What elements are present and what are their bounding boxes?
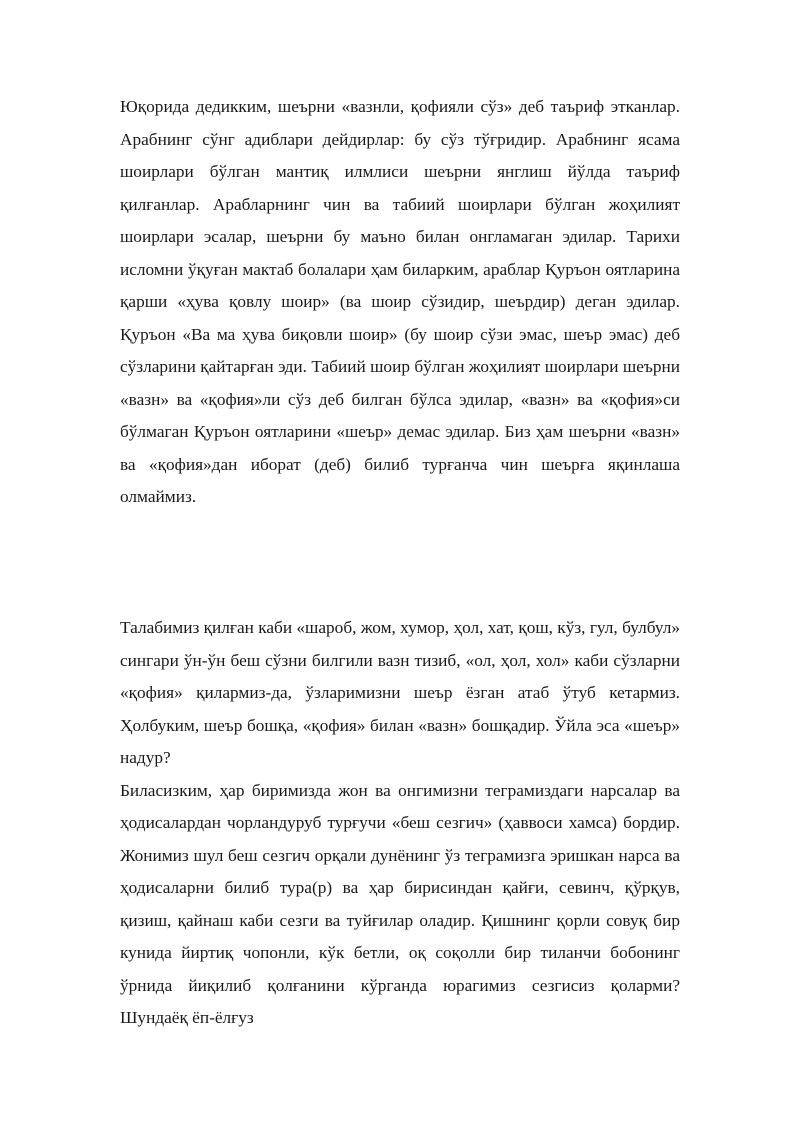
paragraph-2: Талабимиз қилған каби «шароб, жом, хумор, ҳол, хат, қош, кўз, гул, булбул» сингари ўн-ўн беш сўзни билгили вазн тизиб, «ол, ҳол, хол» каби сўзларни «қофия» қилармиз-да, ўзларимизни шеър ёзган атаб ўтуб кетармиз. Ҳолбуким, шеър бошқа, «қофия» билан «вазн» бошқадир. Ўйла эса «шеър» надур? — [120, 618, 680, 767]
paragraph-3: Биласизким, ҳар биримизда жон ва онгимизни теграмиздаги нарсалар ва ҳодисалардан чорландуруб турғучи «беш сезгич» (ҳаввоси хамса) бордир. Жонимиз шул беш сезгич орқали дунёнинг ўз теграмизга эришкан нарса ва ҳодисаларни билиб тура(р) ва ҳар бирисиндан қайғи, севинч, қўрқув, қизиш, қайнаш каби сезги ва туйғилар оладир. Қишнинг қорли совуқ бир кунида йиртиқ чопонли, кўк бетли, оқ соқолли бир тиланчи бобонинг ўрнида йиқилиб қолғанини кўрганда юрагимиз сезгисиз қоларми? Шундаёқ ёп-ёлғуз — [120, 780, 680, 1027]
text-block-2 — [120, 612, 680, 1035]
text-block-1 — [120, 91, 680, 514]
paragraph-1: Юқорида дедикким, шеърни «вазнли, қофияли сўз» деб таъриф этканлар. Арабнинг сўнг адиблари дейдирлар: бу сўз тўғридир. Арабнинг ясама шоирлари бўлган мантиқ илмлиси шеърни янглиш йўлда таъриф қилғанлар. Арабларнинг чин ва табиий шоирлари бўлган жоҳилият шоирлари эсалар, шеърни бу маъно билан онгламаган эдилар. Тарихи исломни ўқуған мактаб болалари ҳам биларким, араблар Қуръон оятларина қарши «ҳува қовлу шоир» (ва шоир сўзидир, шеърдир) деган эдилар. Қуръон «Ва ма ҳува биқовли шоир» (бу шоир сўзи эмас, шеър эмас) деб сўзларини қайтарған эди. Табиий шоир бўлган жоҳилият шоирлари шеърни «вазн» ва «қофия»ли сўз деб билган бўлса эдилар, «вазн» ва «қофия»си бўлмаган Қуръон оятларини «шеър» демас эдилар. Биз ҳам шеърни «вазн» ва «қофия»дан иборат (деб) билиб турғанча чин шеърға яқинлаша олмаймиз. — [120, 97, 680, 506]
